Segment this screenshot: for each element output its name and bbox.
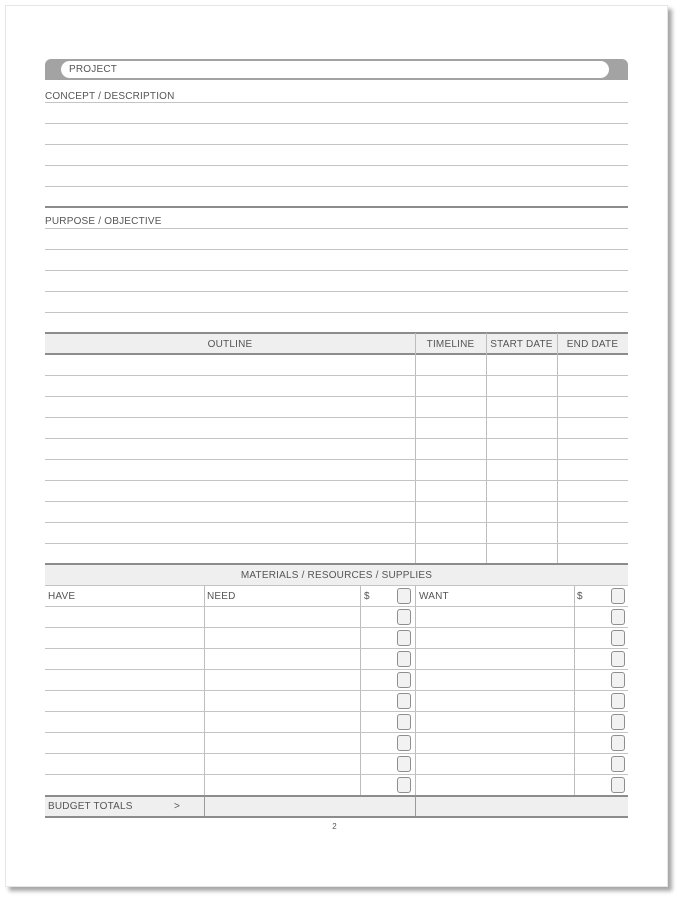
need-checkbox[interactable] bbox=[397, 735, 411, 751]
materials-row[interactable] bbox=[45, 649, 628, 669]
writing-line[interactable] bbox=[45, 228, 628, 229]
page-number: 2 bbox=[332, 822, 337, 831]
materials-row[interactable] bbox=[45, 775, 628, 795]
want-checkbox[interactable] bbox=[611, 693, 625, 709]
materials-title: MATERIALS / RESOURCES / SUPPLIES bbox=[240, 570, 433, 581]
need-cost-header: $ bbox=[364, 591, 370, 602]
have-header: HAVE bbox=[48, 591, 76, 602]
timeline-header: TIMELINE bbox=[426, 339, 475, 350]
project-label: PROJECT bbox=[69, 64, 118, 75]
need-checkbox[interactable] bbox=[397, 693, 411, 709]
outline-row[interactable] bbox=[45, 481, 628, 501]
outline-top-border bbox=[45, 332, 628, 334]
want-budget-total-field[interactable] bbox=[416, 797, 628, 816]
need-checkbox[interactable] bbox=[397, 756, 411, 772]
writing-line[interactable] bbox=[45, 249, 628, 250]
writing-line[interactable] bbox=[45, 165, 628, 166]
start-date-header: START DATE bbox=[490, 339, 553, 350]
want-checkbox[interactable] bbox=[611, 588, 625, 604]
outline-row[interactable] bbox=[45, 355, 628, 375]
need-checkbox[interactable] bbox=[397, 651, 411, 667]
writing-line[interactable] bbox=[45, 291, 628, 292]
budget-totals-label: BUDGET TOTALS bbox=[48, 801, 133, 812]
outline-row[interactable] bbox=[45, 544, 628, 564]
materials-row[interactable] bbox=[45, 691, 628, 711]
need-checkbox[interactable] bbox=[397, 609, 411, 625]
materials-row[interactable] bbox=[45, 607, 628, 627]
budget-arrow: > bbox=[174, 801, 181, 812]
need-budget-total-field[interactable] bbox=[205, 797, 415, 816]
want-checkbox[interactable] bbox=[611, 630, 625, 646]
need-checkbox[interactable] bbox=[397, 714, 411, 730]
materials-subheader-border bbox=[45, 585, 628, 586]
materials-row[interactable] bbox=[45, 712, 628, 732]
outline-row[interactable] bbox=[45, 418, 628, 438]
want-checkbox[interactable] bbox=[611, 714, 625, 730]
want-header: WANT bbox=[419, 591, 449, 602]
materials-row[interactable] bbox=[45, 733, 628, 753]
project-field[interactable] bbox=[61, 61, 609, 78]
writing-line[interactable] bbox=[45, 270, 628, 271]
outline-row[interactable] bbox=[45, 397, 628, 417]
writing-line[interactable] bbox=[45, 186, 628, 187]
writing-line[interactable] bbox=[45, 144, 628, 145]
outline-row[interactable] bbox=[45, 439, 628, 459]
materials-row[interactable] bbox=[45, 628, 628, 648]
want-cost-header: $ bbox=[577, 591, 583, 602]
concept-label: CONCEPT / DESCRIPTION bbox=[45, 91, 175, 102]
need-header: NEED bbox=[207, 591, 236, 602]
outline-row[interactable] bbox=[45, 376, 628, 396]
materials-row[interactable] bbox=[45, 670, 628, 690]
budget-bottom-border bbox=[45, 816, 628, 818]
need-checkbox[interactable] bbox=[397, 777, 411, 793]
want-checkbox[interactable] bbox=[611, 756, 625, 772]
need-checkbox[interactable] bbox=[397, 672, 411, 688]
outline-header: OUTLINE bbox=[207, 339, 253, 350]
writing-line[interactable] bbox=[45, 123, 628, 124]
need-checkbox[interactable] bbox=[397, 588, 411, 604]
section-divider bbox=[45, 206, 628, 208]
end-date-header: END DATE bbox=[566, 339, 619, 350]
want-checkbox[interactable] bbox=[611, 672, 625, 688]
outline-row[interactable] bbox=[45, 523, 628, 543]
writing-line[interactable] bbox=[45, 312, 628, 313]
purpose-label: PURPOSE / OBJECTIVE bbox=[45, 216, 162, 227]
writing-line[interactable] bbox=[45, 102, 628, 103]
want-checkbox[interactable] bbox=[611, 735, 625, 751]
outline-row[interactable] bbox=[45, 460, 628, 480]
need-checkbox[interactable] bbox=[397, 630, 411, 646]
materials-row[interactable] bbox=[45, 754, 628, 774]
materials-top-border bbox=[45, 563, 628, 565]
want-checkbox[interactable] bbox=[611, 609, 625, 625]
project-bar bbox=[45, 59, 628, 80]
outline-row[interactable] bbox=[45, 502, 628, 522]
want-checkbox[interactable] bbox=[611, 777, 625, 793]
want-checkbox[interactable] bbox=[611, 651, 625, 667]
